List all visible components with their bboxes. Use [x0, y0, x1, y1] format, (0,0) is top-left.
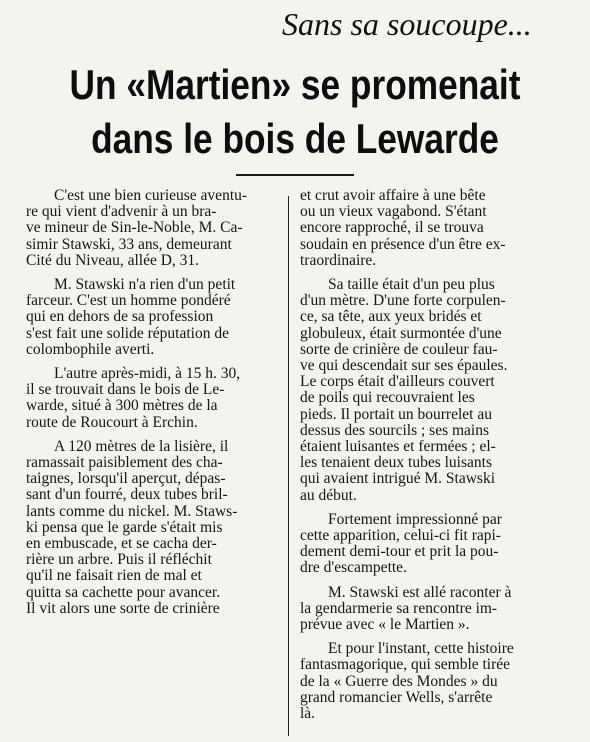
headline-line: dans le bois de Lewarde	[91, 115, 499, 162]
text-line: farceur. C'est un homme pondéré	[26, 293, 231, 310]
text-line: globuleux, était surmontée d'une	[300, 325, 502, 342]
article-paragraph	[26, 188, 276, 269]
text-line: M. Stawski n'a rien d'un petit	[54, 277, 236, 294]
text-line: Le corps était d'ailleurs couvert	[300, 374, 495, 391]
text-line: les tenaient deux tubes luisants	[300, 455, 492, 472]
column-divider	[288, 196, 289, 736]
text-line: ce, sa tête, aux yeux bridés et	[300, 309, 482, 326]
text-line: dement demi-tour et prit la pou-	[300, 544, 499, 561]
text-line: cette apparition, celui-ci fit rapi-	[300, 528, 501, 545]
text-line: simir Stawski, 33 ans, demeurant	[26, 236, 232, 253]
text-line: prévue avec « le Martien ».	[300, 617, 470, 634]
headline-rule	[236, 174, 354, 176]
left-column	[26, 188, 276, 625]
article-paragraph	[26, 439, 276, 617]
text-line: en embuscade, et se cacha der-	[26, 536, 217, 553]
text-line: encore rapproché, il se trouva	[300, 220, 484, 237]
article-headline	[47, 58, 543, 166]
text-line: la gendarmerie sa rencontre im-	[300, 600, 498, 617]
text-line: colombophile averti.	[26, 341, 155, 358]
text-line: soudain en présence d'un être ex-	[300, 236, 506, 253]
article-paragraph	[26, 277, 276, 358]
text-line: pieds. Il portait un bourrelet au	[300, 406, 492, 423]
text-line: de poils qui recouvraient les	[300, 390, 475, 407]
text-line: lants comme du nickel. M. Staws-	[26, 503, 238, 520]
text-line: là.	[300, 706, 316, 723]
article-paragraph	[26, 366, 276, 431]
text-line: sant d'un fourré, deux tubes bril-	[26, 487, 228, 504]
text-line: re qui vient d'advenir à un bra-	[26, 204, 217, 221]
headline-line: Un «Martien» se promenait	[69, 61, 521, 108]
right-column	[300, 188, 572, 730]
article-paragraph	[300, 277, 572, 504]
text-line: dessus des sourcils ; ses mains	[300, 422, 490, 439]
text-line: Cité du Niveau, allée D, 31.	[26, 252, 200, 269]
text-line: Et pour l'instant, cette histoire	[328, 641, 514, 658]
text-line: Il vit alors une sorte de crinière	[26, 600, 220, 617]
text-line: de la « Guerre des Mondes » du	[300, 673, 498, 690]
text-line: traordinaire.	[300, 252, 377, 269]
text-line: A 120 mètres de la lisière, il	[54, 438, 229, 455]
article-paragraph	[300, 641, 572, 722]
text-line: qui avaient intrigué M. Stawski	[300, 471, 496, 488]
text-line: L'autre après-midi, à 15 h. 30,	[54, 366, 241, 383]
text-line: Fortement impressionné par	[328, 511, 502, 528]
text-line: C'est une bien curieuse aventu-	[54, 188, 248, 204]
text-line: Sa taille était d'un peu plus	[328, 277, 495, 294]
text-line: sorte de crinière de couleur fau-	[300, 341, 498, 358]
text-line: et crut avoir affaire à une bête	[300, 188, 486, 204]
text-line: ki pensa que le garde s'était mis	[26, 519, 223, 536]
text-line: au début.	[300, 487, 357, 504]
text-line: M. Stawski est allé raconter à	[328, 584, 512, 601]
text-line: ramassait paisiblement des cha-	[26, 455, 223, 472]
text-line: il se trouvait dans le bois de Le-	[26, 382, 225, 399]
text-line: warde, situé à 300 mètres de la	[26, 398, 218, 415]
text-line: quitta sa cachette pour avancer.	[26, 584, 221, 601]
text-line: ve mineur de Sin-le-Noble, M. Ca-	[26, 220, 243, 237]
article-paragraph	[300, 585, 572, 634]
text-line: dre d'escampette.	[300, 560, 407, 577]
article-paragraph	[300, 512, 572, 577]
text-line: étaient luisantes et fermées ; el-	[300, 439, 496, 456]
text-line: taignes, lorsqu'il aperçut, dépas-	[26, 471, 226, 488]
text-line: qui en dehors de sa profession	[26, 309, 214, 326]
text-line: qu'il ne faisait rien de mal et	[26, 568, 202, 585]
text-line: grand romancier Wells, s'arrête	[300, 689, 493, 706]
text-line: rière un arbre. Puis il réfléchit	[26, 552, 212, 569]
text-line: ou un vieux vagabond. S'étant	[300, 204, 487, 221]
text-line: ve qui descendait sur ses épaules.	[300, 358, 508, 375]
text-line: d'un mètre. D'une forte corpulen-	[300, 293, 506, 310]
text-line: s'est fait une solide réputation de	[26, 325, 229, 342]
text-line: fantasmagorique, qui semble tirée	[300, 657, 511, 674]
text-line: route de Roucourt à Erchin.	[26, 414, 198, 431]
article-paragraph	[300, 188, 572, 269]
article-kicker: Sans sa soucoupe...	[282, 6, 532, 42]
